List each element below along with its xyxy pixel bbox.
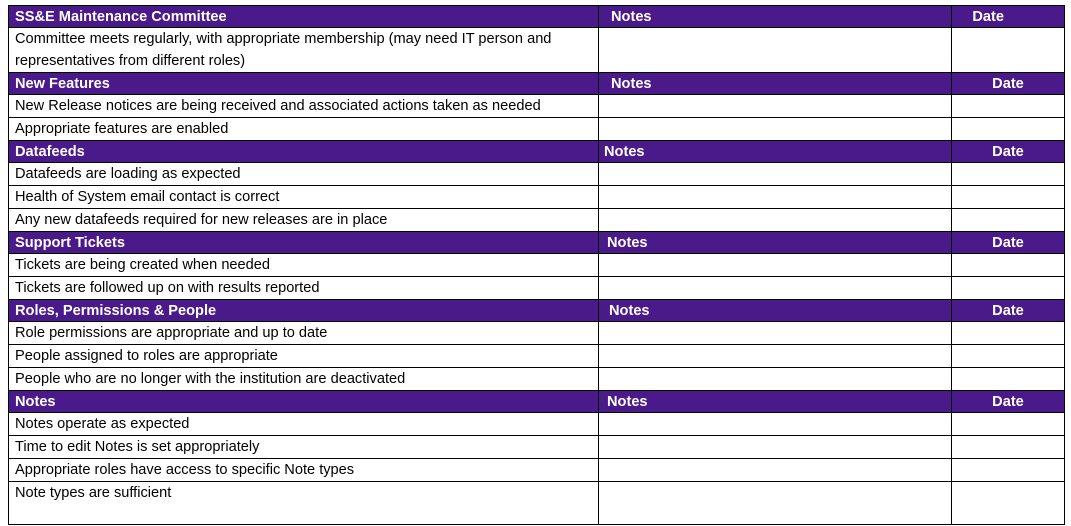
date-column-header: Date [952,141,1065,163]
section-header [9,232,1065,254]
notes-cell[interactable] [599,118,952,141]
checklist-row [9,209,1065,232]
section-title: Notes [9,391,599,413]
section-header [9,141,1065,163]
date-cell[interactable] [952,413,1065,436]
notes-cell[interactable] [599,186,952,209]
section-header [9,300,1065,322]
date-column-header: Date [952,232,1065,254]
section-header [9,6,1065,28]
checklist-row [9,254,1065,277]
checklist-item-text: Notes operate as expected [9,413,599,436]
notes-cell[interactable] [599,368,952,391]
date-column-header: Date [952,6,1065,28]
checklist-item-text: Appropriate features are enabled [9,118,599,141]
section-header [9,73,1065,95]
checklist-row [9,345,1065,368]
checklist-row [9,482,1065,525]
date-cell[interactable] [952,209,1065,232]
checklist-row [9,277,1065,300]
maintenance-checklist [8,5,1064,525]
checklist-item-text: People assigned to roles are appropriate [9,345,599,368]
notes-column-header: Notes [599,391,952,413]
date-cell[interactable] [952,345,1065,368]
checklist-item-text: Datafeeds are loading as expected [9,163,599,186]
notes-cell[interactable] [599,277,952,300]
date-column-header: Date [952,73,1065,95]
checklist-row [9,28,1065,73]
notes-cell[interactable] [599,413,952,436]
checklist-row [9,459,1065,482]
section-title: Roles, Permissions & People [9,300,599,322]
date-cell[interactable] [952,95,1065,118]
notes-column-header: Notes [599,300,952,322]
checklist-row [9,436,1065,459]
checklist-row [9,163,1065,186]
notes-cell[interactable] [599,28,952,73]
date-column-header: Date [952,391,1065,413]
section-title: Support Tickets [9,232,599,254]
date-cell[interactable] [952,254,1065,277]
checklist-item-text: Health of System email contact is correct [9,186,599,209]
section-title: Datafeeds [9,141,599,163]
checklist-item-text: Time to edit Notes is set appropriately [9,436,599,459]
date-cell[interactable] [952,459,1065,482]
checklist-item-text: Tickets are followed up on with results reported [9,277,599,300]
notes-cell[interactable] [599,163,952,186]
checklist-table [8,5,1065,525]
notes-column-header: Notes [599,73,952,95]
checklist-row [9,118,1065,141]
date-cell[interactable] [952,277,1065,300]
notes-cell[interactable] [599,95,952,118]
checklist-item-text: New Release notices are being received and associated actions taken as needed [9,95,599,118]
date-cell[interactable] [952,482,1065,525]
checklist-row [9,95,1065,118]
checklist-item-text: Committee meets regularly, with appropriate membership (may need IT person and representatives from different roles) [9,28,599,73]
notes-column-header: Notes [599,141,952,163]
checklist-row [9,322,1065,345]
checklist-item-text: Any new datafeeds required for new releases are in place [9,209,599,232]
notes-cell[interactable] [599,322,952,345]
notes-cell[interactable] [599,459,952,482]
notes-cell[interactable] [599,482,952,525]
checklist-item-text: People who are no longer with the institution are deactivated [9,368,599,391]
date-cell[interactable] [952,186,1065,209]
checklist-row [9,186,1065,209]
notes-column-header: Notes [599,232,952,254]
notes-cell[interactable] [599,436,952,459]
date-cell[interactable] [952,163,1065,186]
date-cell[interactable] [952,368,1065,391]
notes-column-header: Notes [599,6,952,28]
date-cell[interactable] [952,322,1065,345]
date-cell[interactable] [952,28,1065,73]
notes-cell[interactable] [599,209,952,232]
section-title: SS&E Maintenance Committee [9,6,599,28]
notes-cell[interactable] [599,254,952,277]
checklist-item-text: Appropriate roles have access to specific Note types [9,459,599,482]
checklist-item-text: Note types are sufficient [9,482,599,525]
date-column-header: Date [952,300,1065,322]
section-header [9,391,1065,413]
checklist-item-text: Role permissions are appropriate and up to date [9,322,599,345]
date-cell[interactable] [952,436,1065,459]
checklist-row [9,368,1065,391]
notes-cell[interactable] [599,345,952,368]
checklist-row [9,413,1065,436]
checklist-item-text: Tickets are being created when needed [9,254,599,277]
date-cell[interactable] [952,118,1065,141]
section-title: New Features [9,73,599,95]
